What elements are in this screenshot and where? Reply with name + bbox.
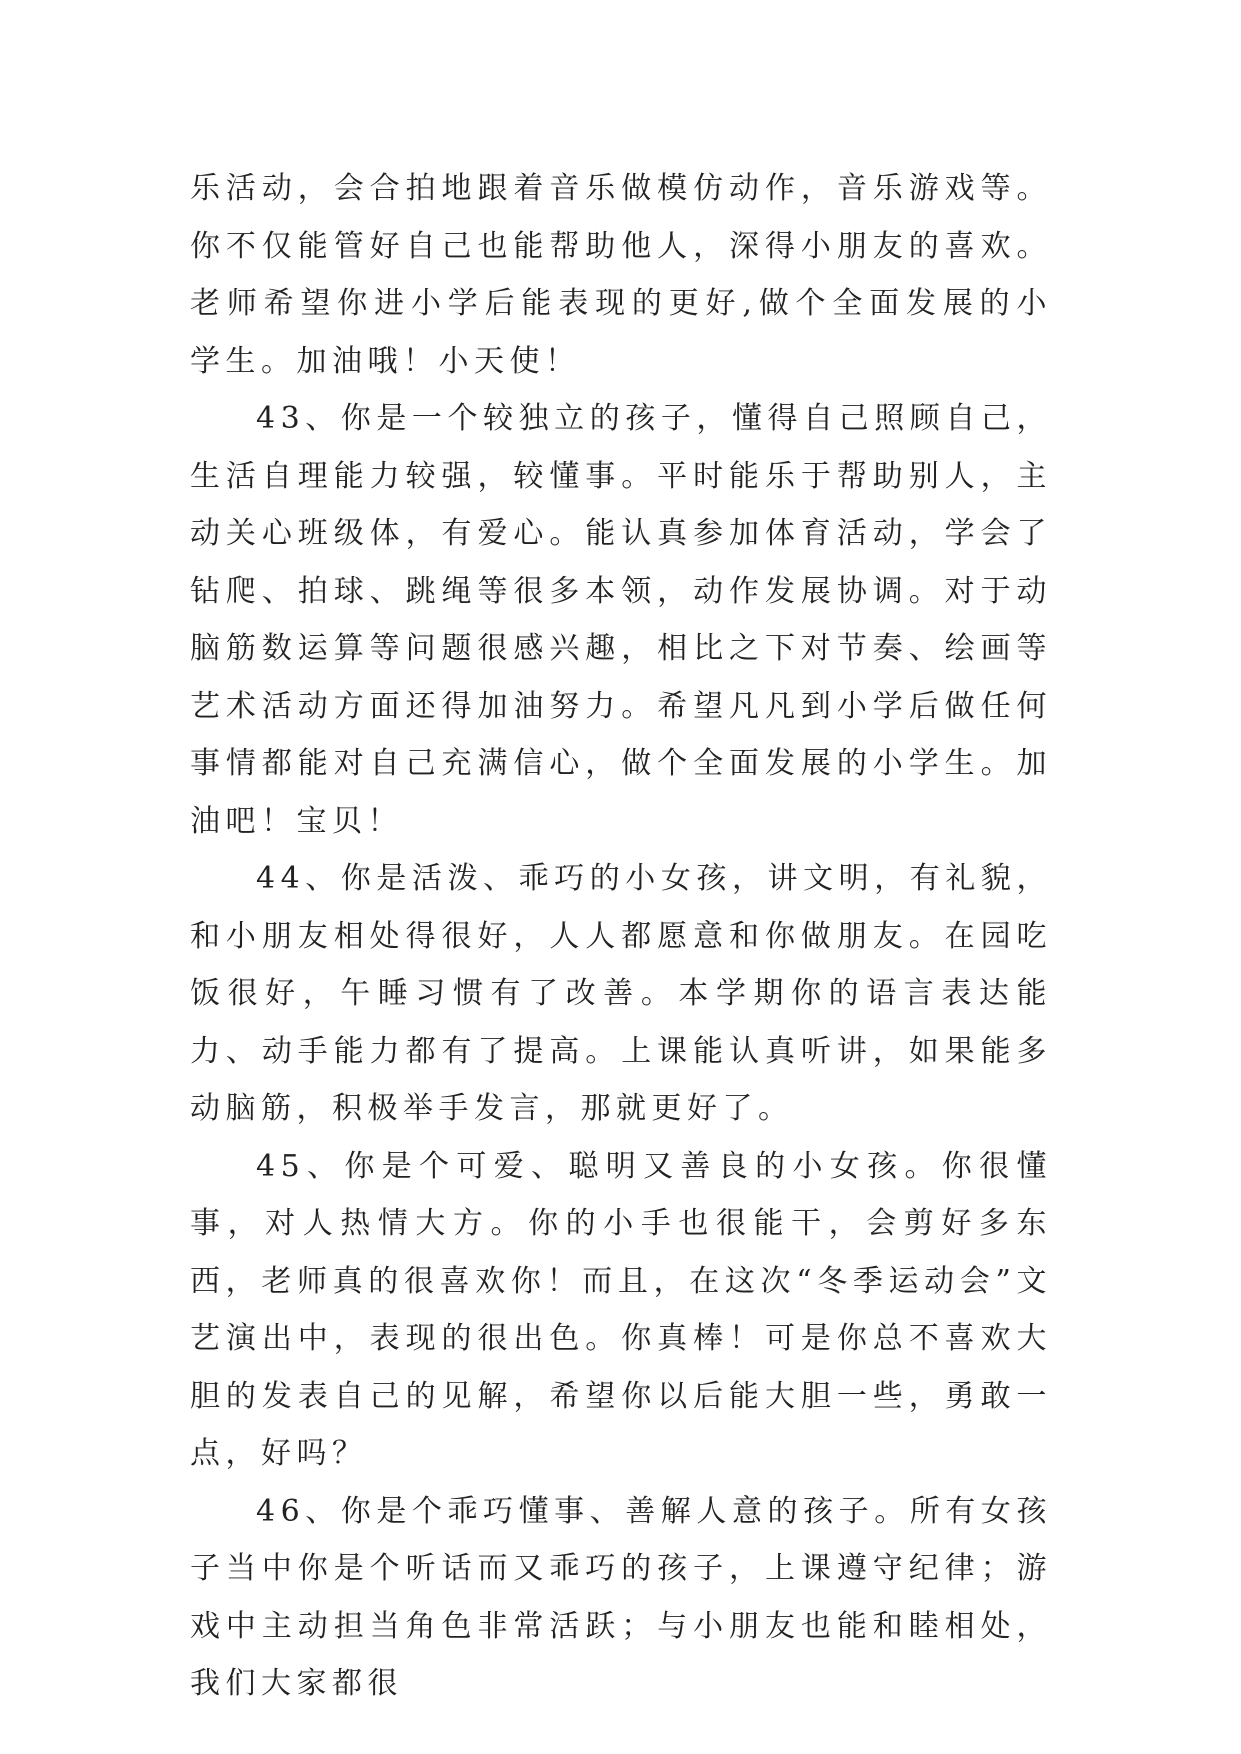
paragraph-44: 44、你是活泼、乖巧的小女孩，讲文明，有礼貌，和小朋友相处得很好，人人都愿意和你做朋友。在园吃饭很好，午睡习惯有了改善。本学期你的语言表达能力、动手能力都有了提高。上课能认真听讲，如果能多动脑筋，积极举手发言，那就更好了。 [190, 861, 1052, 1126]
document-body [190, 160, 1052, 1713]
paragraph-46: 46、你是个乖巧懂事、善解人意的孩子。所有女孩子当中你是个听话而又乖巧的孩子，上课遵守纪律；游戏中主动担当角色非常活跃；与小朋友也能和睦相处，我们大家都很 [190, 1493, 1052, 1701]
paragraph-45: 45、你是个可爱、聪明又善良的小女孩。你很懂事，对人热情大方。你的小手也很能干，会剪好多东西，老师真的很喜欢你！而且，在这次“冬季运动会”文艺演出中，表现的很出色。你真棒！可是你总不喜欢大胆的发表自己的见解，希望你以后能大胆一些，勇敢一点，好吗？ [190, 1148, 1052, 1471]
paragraph-continuation: 乐活动，会合拍地跟着音乐做模仿动作，音乐游戏等。你不仅能管好自己也能帮助他人，深得小朋友的喜欢。老师希望你进小学后能表现的更好,做个全面发展的小学生。加油哦！小天使！ [190, 171, 1052, 379]
paragraph-43: 43、你是一个较独立的孩子，懂得自己照顾自己，生活自理能力较强，较懂事。平时能乐于帮助别人，主动关心班级体，有爱心。能认真参加体育活动，学会了钻爬、拍球、跳绳等很多本领，动作发展协调。对于动脑筋数运算等问题很感兴趣，相比之下对节奏、绘画等艺术活动方面还得加油努力。希望凡凡到小学后做任何事情都能对自己充满信心，做个全面发展的小学生。加油吧！宝贝！ [190, 401, 1052, 839]
